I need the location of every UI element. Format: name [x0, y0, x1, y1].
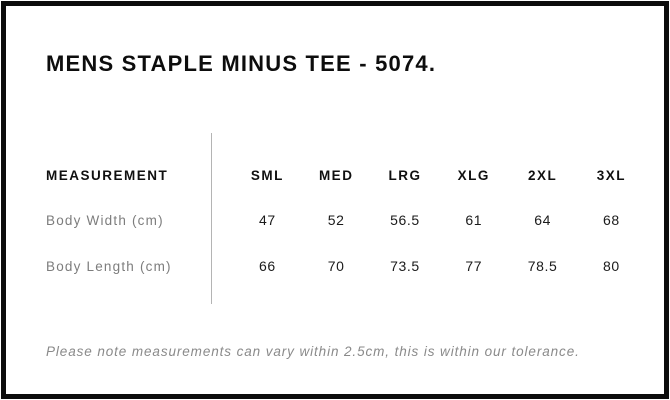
column-header-size-2xl: 2XL — [527, 167, 558, 183]
tolerance-note: Please note measurements can vary within 2.5cm, this is within our tolerance. — [46, 344, 580, 359]
body-width-sml: 47 — [259, 212, 276, 228]
body-length-lrg: 73.5 — [390, 258, 420, 274]
size-chart-table — [46, 153, 646, 289]
body-width-med: 52 — [327, 212, 345, 228]
body-length-2xl: 78.5 — [527, 258, 558, 274]
column-header-size-3xl: 3XL — [596, 167, 627, 183]
column-header-measurement: MEASUREMENT — [46, 167, 169, 183]
column-header-size-lrg: LRG — [388, 167, 422, 183]
body-width-3xl: 68 — [602, 212, 620, 228]
body-length-sml: 66 — [259, 258, 276, 274]
column-header-size-xlg: XLG — [457, 167, 490, 183]
body-width-lrg: 56.5 — [390, 212, 420, 228]
column-header-size-sml: SML — [250, 167, 284, 183]
column-header-size-med: MED — [318, 167, 354, 183]
body-width-xlg: 61 — [465, 212, 483, 228]
body-length-med: 70 — [327, 258, 345, 274]
body-length-xlg: 77 — [465, 258, 483, 274]
body-length-3xl: 80 — [602, 258, 620, 274]
row-label-body-width: Body Width (cm) — [46, 212, 164, 228]
row-label-body-length: Body Length (cm) — [46, 258, 172, 274]
table-divider-line — [211, 133, 212, 304]
body-width-2xl: 64 — [534, 212, 551, 228]
page-title: MENS STAPLE MINUS TEE - 5074. — [46, 51, 437, 76]
